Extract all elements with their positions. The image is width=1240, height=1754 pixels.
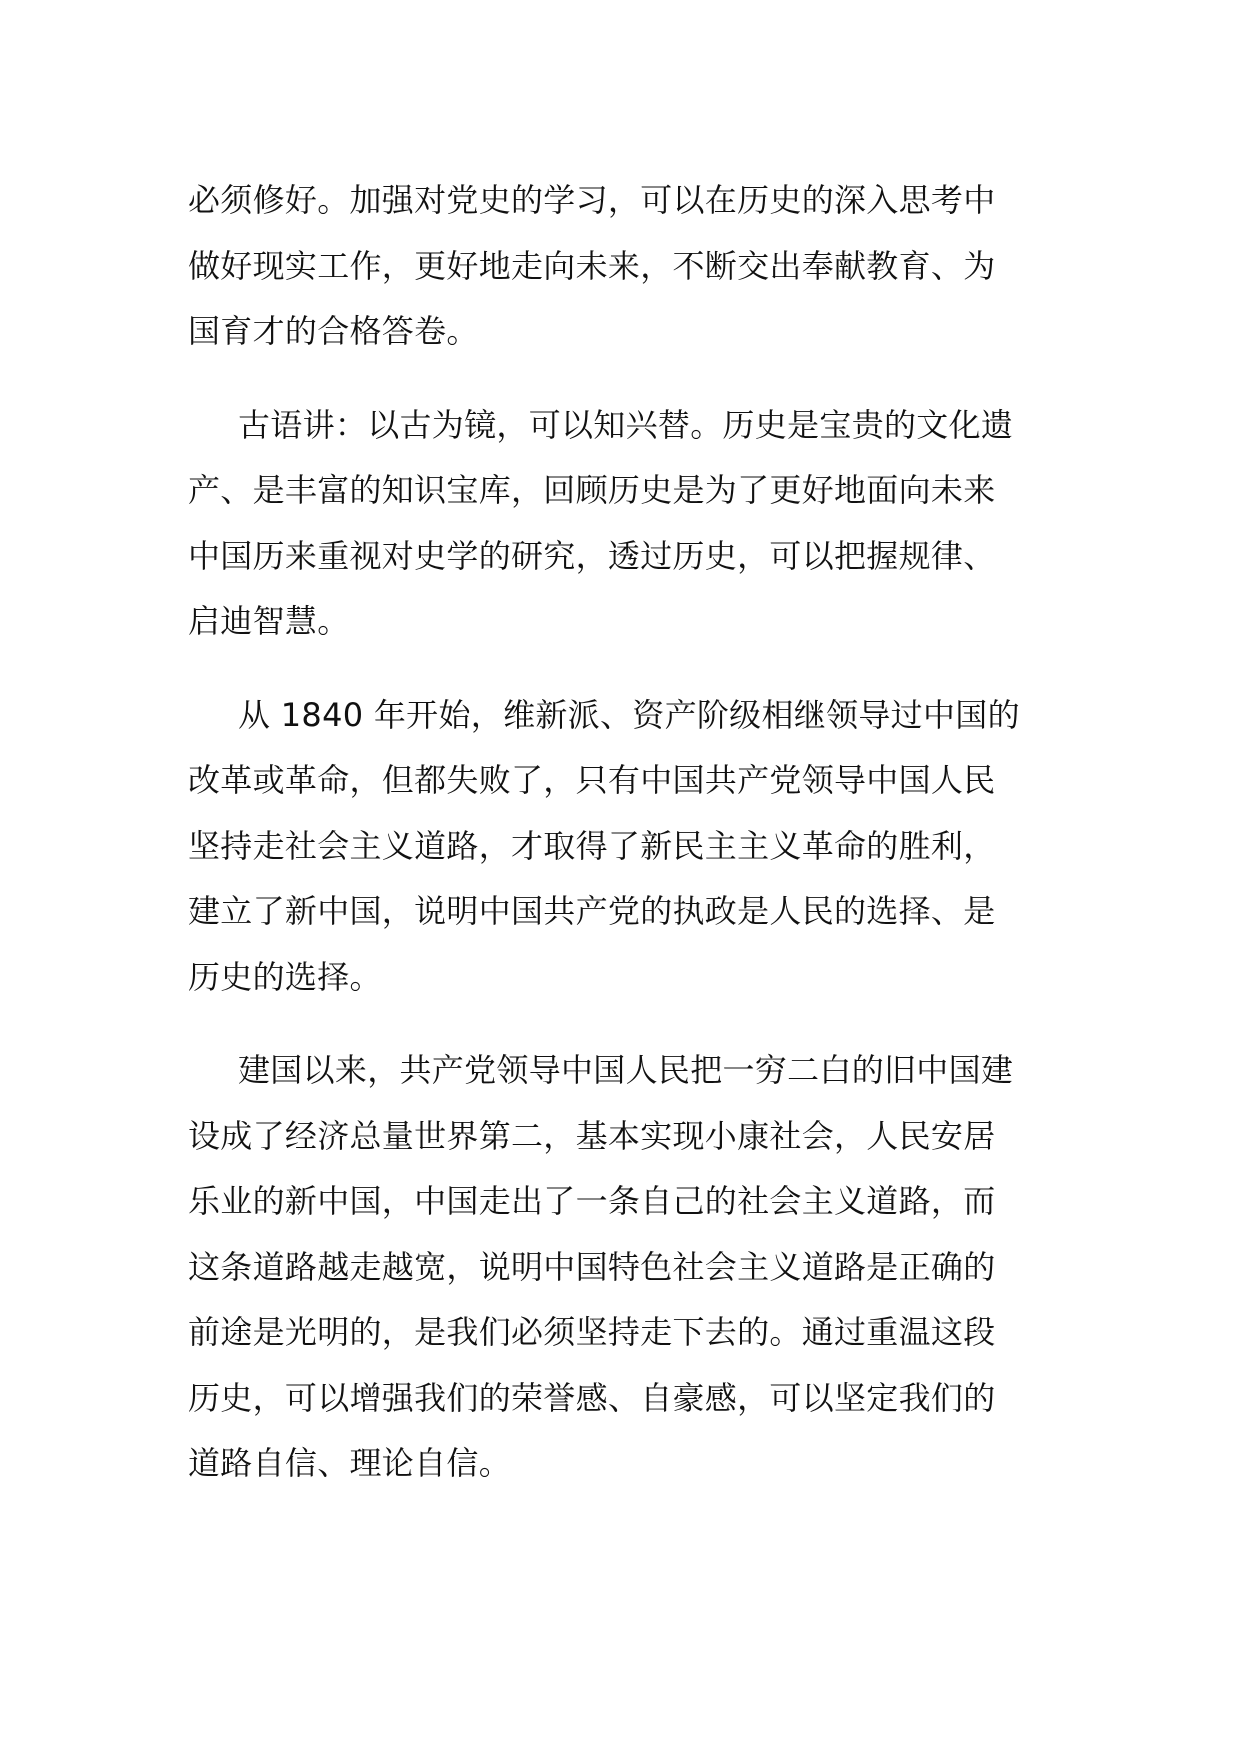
text-line: 历史的选择。 [188,957,382,996]
text-line: 乐业的新中国，中国走出了一条自己的社会主义道路，而 [188,1182,996,1220]
document-body [188,168,1068,1525]
paragraph-3 [188,683,1068,1011]
text-line: 建国以来，共产党领导中国人民把一穷二白的旧中国建 [238,1051,1014,1089]
text-line: 历史，可以增强我们的荣誉感、自豪感，可以坚定我们的 [188,1378,996,1417]
text-line: 中国历来重视对史学的研究，透过历史，可以把握规律、 [188,536,996,575]
text-line: 做好现实工作，更好地走向未来，不断交出奉献教育、为 [188,246,996,285]
text-line: 必须修好。加强对党史的学习，可以在历史的深入思考中 [188,181,996,219]
text-line: 道路自信、理论自信。 [188,1444,512,1482]
text-line: 从 1840 年开始，维新派、资产阶级相继领导过中国的 [238,695,1020,734]
paragraph-2 [188,393,1068,655]
text-line: 建立了新中国，说明中国共产党的执政是人民的选择、是 [188,892,996,930]
text-line: 古语讲：以古为镜，可以知兴替。历史是宝贵的文化遗 [238,405,1014,444]
paragraph-1 [188,168,1068,365]
text-line: 国育才的合格答卷。 [188,312,479,350]
text-line: 坚持走社会主义道路，才取得了新民主主义革命的胜利， [188,826,996,865]
text-line: 这条道路越走越宽，说明中国特色社会主义道路是正确的 [188,1247,996,1286]
text-line: 产、是丰富的知识宝库，回顾历史是为了更好地面向未来 [188,471,996,509]
paragraph-4 [188,1038,1068,1497]
text-line: 改革或革命，但都失败了，只有中国共产党领导中国人民 [188,761,996,799]
text-line: 启迪智慧。 [188,602,350,640]
text-line: 前途是光明的，是我们必须坚持走下去的。通过重温这段 [188,1313,996,1351]
text-line: 设成了经济总量世界第二，基本实现小康社会，人民安居 [188,1116,996,1155]
